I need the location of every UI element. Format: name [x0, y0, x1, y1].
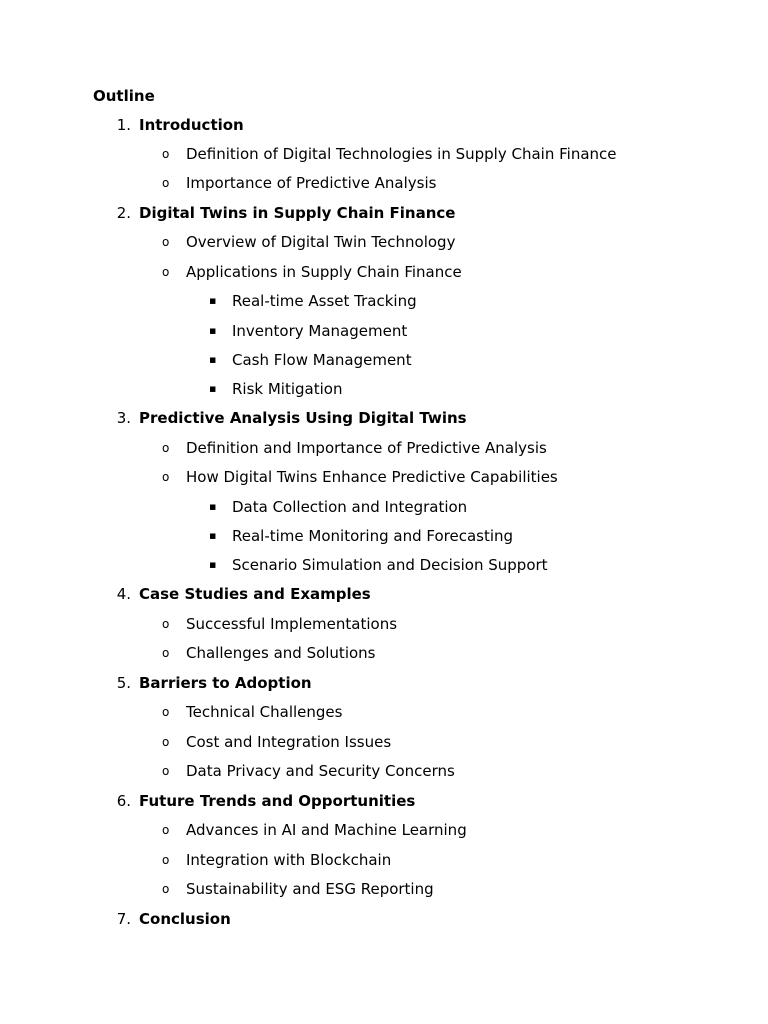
list-subitem-text: Inventory Management: [232, 322, 408, 340]
circle-bullet-icon: o: [162, 705, 170, 719]
square-bullet-icon: ▪: [209, 353, 217, 366]
circle-bullet-icon: o: [162, 646, 170, 660]
list-item-text: Overview of Digital Twin Technology: [186, 233, 456, 251]
section-number: 7.: [116, 910, 131, 928]
list-item-text: Challenges and Solutions: [186, 644, 376, 662]
list-item-text: How Digital Twins Enhance Predictive Capabilities: [186, 468, 558, 486]
section-title: Conclusion: [139, 910, 231, 928]
section-title: Digital Twins in Supply Chain Finance: [139, 204, 456, 222]
list-item-text: Definition and Importance of Predictive Analysis: [186, 439, 547, 457]
list-item-text: Applications in Supply Chain Finance: [186, 263, 462, 281]
circle-bullet-icon: o: [162, 882, 170, 896]
section-title: Case Studies and Examples: [139, 585, 371, 603]
list-item-text: Successful Implementations: [186, 615, 398, 633]
circle-bullet-icon: o: [162, 147, 170, 161]
list-subitem-text: Data Collection and Integration: [232, 498, 468, 516]
list-subitem-text: Real-time Asset Tracking: [232, 292, 417, 310]
section-number: 3.: [116, 409, 131, 427]
section-title: Future Trends and Opportunities: [139, 792, 416, 810]
list-subitem-text: Real-time Monitoring and Forecasting: [232, 527, 514, 545]
square-bullet-icon: ▪: [209, 382, 217, 395]
square-bullet-icon: ▪: [209, 500, 217, 513]
circle-bullet-icon: o: [162, 470, 170, 484]
list-item-text: Sustainability and ESG Reporting: [186, 880, 434, 898]
section-title: Introduction: [139, 116, 244, 134]
outline-title: Outline: [93, 87, 155, 105]
list-subitem-text: Cash Flow Management: [232, 351, 412, 369]
list-item-text: Importance of Predictive Analysis: [186, 174, 437, 192]
circle-bullet-icon: o: [162, 235, 170, 249]
circle-bullet-icon: o: [162, 617, 170, 631]
section-number: 1.: [116, 116, 131, 134]
section-number: 5.: [116, 674, 131, 692]
section-title: Barriers to Adoption: [139, 674, 312, 692]
section-title: Predictive Analysis Using Digital Twins: [139, 409, 467, 427]
list-subitem-text: Risk Mitigation: [232, 380, 343, 398]
circle-bullet-icon: o: [162, 853, 170, 867]
list-item-text: Advances in AI and Machine Learning: [186, 821, 467, 839]
list-item-text: Data Privacy and Security Concerns: [186, 762, 455, 780]
section-number: 2.: [116, 204, 131, 222]
square-bullet-icon: ▪: [209, 529, 217, 542]
list-subitem-text: Scenario Simulation and Decision Support: [232, 556, 548, 574]
section-number: 4.: [116, 585, 131, 603]
circle-bullet-icon: o: [162, 735, 170, 749]
list-item-text: Definition of Digital Technologies in Supply Chain Finance: [186, 145, 617, 163]
section-number: 6.: [116, 792, 131, 810]
square-bullet-icon: ▪: [209, 558, 217, 571]
square-bullet-icon: ▪: [209, 294, 217, 307]
circle-bullet-icon: o: [162, 823, 170, 837]
circle-bullet-icon: o: [162, 764, 170, 778]
circle-bullet-icon: o: [162, 441, 170, 455]
list-item-text: Cost and Integration Issues: [186, 733, 392, 751]
square-bullet-icon: ▪: [209, 324, 217, 337]
list-item-text: Technical Challenges: [186, 703, 343, 721]
circle-bullet-icon: o: [162, 176, 170, 190]
list-item-text: Integration with Blockchain: [186, 851, 392, 869]
circle-bullet-icon: o: [162, 265, 170, 279]
